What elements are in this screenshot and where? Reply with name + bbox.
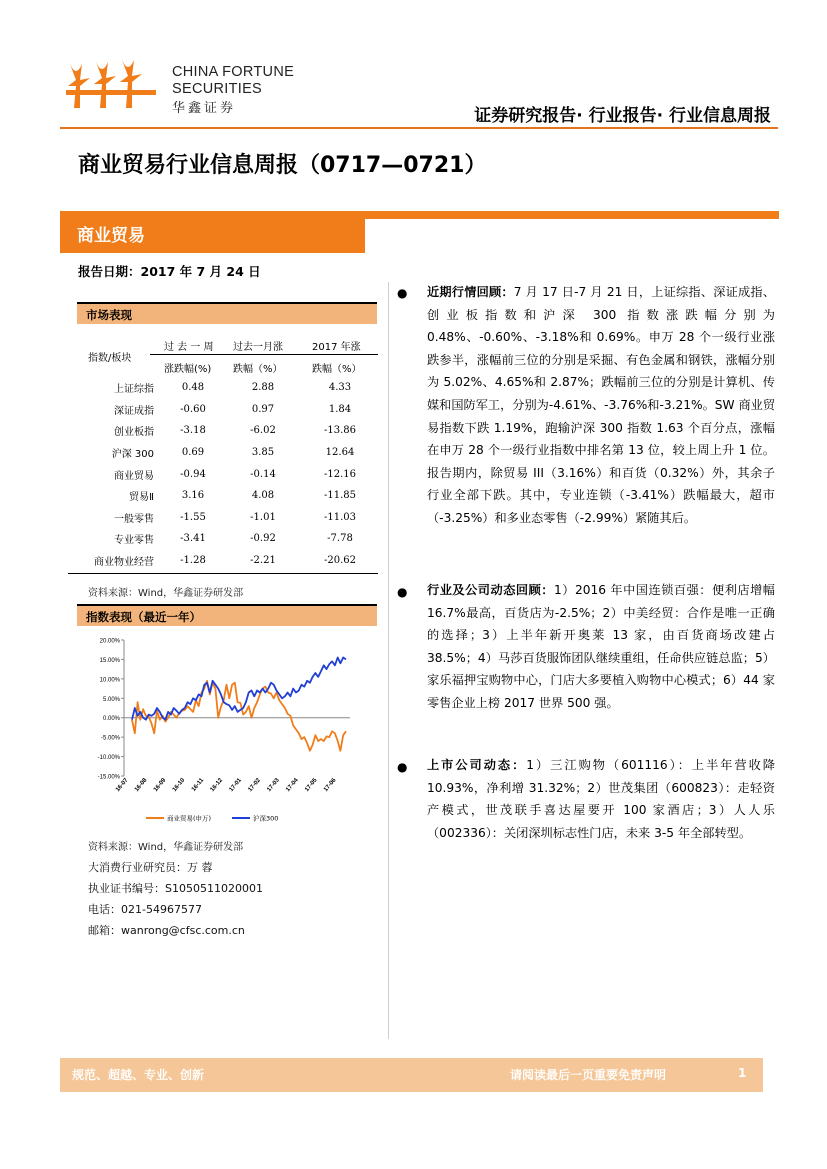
y-tick-label: 20.00% — [99, 638, 120, 645]
market-section-title: 市场表现 — [77, 302, 377, 324]
cell-m: -2.21 — [250, 555, 276, 567]
cell-m: -0.92 — [250, 533, 276, 545]
cell-y: -13.86 — [323, 425, 356, 437]
footer-slogan: 规范、超越、专业、创新 — [72, 1068, 205, 1082]
cell-name: 贸易Ⅱ — [129, 492, 154, 504]
cell-w: 0.48 — [181, 382, 205, 394]
series-line-hs300 — [132, 658, 346, 720]
cell-name: 深证成指 — [114, 405, 154, 417]
x-tick-label: 16-10 — [171, 777, 187, 794]
bullet-icon: ● — [397, 286, 408, 300]
cell-name: 商业贸易 — [114, 470, 154, 482]
table-row — [68, 420, 378, 442]
col1-header-a: 过 去 一 周 — [164, 342, 214, 353]
analyst-email: 邮箱：wanrong@cfsc.com.cn — [88, 924, 245, 937]
x-tick-label: 17-05 — [304, 777, 319, 794]
x-tick-label: 16-09 — [152, 777, 168, 794]
table-row — [68, 463, 378, 485]
y-tick-label: 15.00% — [99, 657, 120, 664]
cell-m: 0.97 — [251, 403, 275, 415]
analyst-cert: 执业证书编号：S1050511020001 — [88, 882, 263, 895]
x-tick-label: 16-11 — [190, 777, 206, 793]
market-source: 资料来源：Wind，华鑫证券研发部 — [88, 588, 244, 599]
p1-body: 7 月 17 日-7 月 21 日，上证综指、深证成指、创业板指数和沪深 300 指数涨跌幅分别为 0.48%、-0.60%、-3.18%和 0.69%。申万 28 个一级行业涨跌参半，涨幅前三位的分别是采掘、有色金属和钢铁，涨幅分别为 5.02%、4.65%和 2.87%；跌幅前三位的分别是计算机、传媒和国防军工，分别为-4.61%、-3.76%和-3.21%。SW 商业贸易指数下跌 1.19%，跑输沪深 300 指数 1.63 个百分点，涨幅在申万 28 个一级行业指数中排名第 13 位，较上周上升 1 位。报告期内，除贸易 III（3.16%）和百货（0.32%）外，其余子行业全部下跌。其中，专业连锁（-3.41%）跌幅最大，超市（-3.25%）和多业态零售（-2.99%）紧随其后。 — [427, 285, 776, 525]
brand-line-2: SECURITIES — [172, 81, 263, 97]
cell-name: 上证综指 — [114, 384, 154, 396]
col3-header-b: 跌幅（%） — [312, 364, 362, 375]
x-tick-label: 16-12 — [209, 777, 225, 794]
table-row — [68, 485, 378, 507]
cell-w: 0.69 — [181, 447, 205, 459]
company-logo-icon — [66, 56, 166, 116]
cell-y: -11.03 — [323, 511, 356, 523]
analyst-name: 大消费行业研究员：万 蓉 — [88, 861, 213, 874]
cell-name: 商业物业经营 — [94, 557, 154, 569]
col2-header-b: 跌幅（%） — [233, 364, 283, 375]
brand-name-en — [172, 64, 294, 98]
x-tick-label: 17-04 — [285, 777, 300, 794]
p3-body: 1）三江购物（601116）：上半年营收降 10.93%，净利增 31.32%；2）世茂集团（600823）：走轻资产模式，世茂联手喜达屋要开 100 家酒店；3）人人乐（002336）：关闭深圳标志性门店，未来 3-5 年全部转型。 — [427, 758, 775, 840]
header-rule — [60, 127, 778, 129]
x-tick-label: 16-08 — [133, 777, 149, 794]
cell-w: -3.41 — [180, 533, 206, 545]
y-tick-label: -5.00% — [100, 735, 120, 742]
cell-name: 专业零售 — [114, 535, 154, 547]
y-tick-label: -10.00% — [97, 755, 120, 762]
cell-m: 3.85 — [251, 447, 275, 459]
cell-name: 一般零售 — [114, 513, 154, 525]
index-chart — [84, 632, 360, 828]
brand-name-cn: 华鑫证券 — [172, 101, 237, 116]
col3-header-a: 2017 年涨 — [312, 342, 361, 353]
y-tick-label: 5.00% — [102, 696, 120, 703]
cell-y: 1.84 — [328, 403, 352, 415]
cell-w: 3.16 — [181, 490, 205, 502]
col2-header-a: 过去一月涨 — [233, 342, 283, 353]
table-row — [68, 442, 378, 464]
legend-label-trade: 商业贸易(申万) — [167, 814, 212, 823]
table-row — [68, 377, 378, 399]
table-bottom-rule — [68, 573, 378, 574]
legend-label-hs300: 沪深300 — [253, 814, 279, 823]
cell-name: 创业板指 — [114, 427, 154, 439]
x-tick-label: 17-01 — [228, 777, 243, 794]
p1-heading: 近期行情回顾： — [427, 285, 514, 299]
industry-band: 商业贸易 — [60, 219, 365, 253]
report-date: 报告日期：2017 年 7 月 24 日 — [78, 264, 261, 279]
industry-band-top — [60, 211, 779, 219]
cell-w: -1.55 — [180, 511, 206, 523]
cell-m: -6.02 — [250, 425, 276, 437]
table-row — [68, 550, 378, 572]
table-row — [68, 399, 378, 421]
paragraph-industry-news — [427, 579, 775, 715]
chart-source: 资料来源：Wind，华鑫证券研发部 — [88, 842, 244, 853]
cell-m: 4.08 — [251, 490, 275, 502]
cell-y: -7.78 — [327, 533, 353, 545]
x-tick-label: 17-03 — [266, 777, 281, 794]
x-tick-label: 17-02 — [247, 777, 262, 794]
cell-m: 2.88 — [251, 382, 275, 394]
col1-header-b: 涨跌幅(%) — [164, 364, 212, 375]
index-section-title: 指数表现（最近一年） — [77, 604, 377, 626]
p2-body: 1）2016 年中国连锁百强：便利店增幅 16.7%最高，百货店为-2.5%；2）中美经贸：合作是唯一正确的选择；3）上半年新开奥莱 13 家，由百货商场改建占 38.5%；4）马莎百货服饰团队继续重组，任命供应链总监；5）家乐福押宝购物中心，门店大多要植入购物中心模式；6）44 家零售企业上榜 2017 世界 500 强。 — [427, 583, 775, 710]
y-tick-label: 0.00% — [102, 716, 120, 723]
cell-w: -1.28 — [180, 555, 206, 567]
cell-w: -0.60 — [180, 403, 206, 415]
header-divider — [150, 354, 378, 355]
p3-heading: 上市公司动态： — [427, 758, 527, 772]
y-tick-label: 10.00% — [99, 677, 120, 684]
col-name-header: 指数/板块 — [88, 353, 132, 364]
cell-y: -12.16 — [323, 468, 356, 480]
cell-name: 沪深 300 — [111, 449, 154, 461]
x-tick-label: 16-07 — [115, 777, 130, 794]
table-row — [68, 507, 378, 529]
cell-y: 4.33 — [328, 382, 352, 394]
brand-line-1: CHINA FORTUNE — [172, 64, 295, 80]
x-tick-label: 17-06 — [323, 777, 338, 794]
report-type: 证券研究报告· 行业报告· 行业信息周报 — [474, 106, 771, 126]
cell-w: -0.94 — [180, 468, 206, 480]
cell-w: -3.18 — [180, 425, 206, 437]
paragraph-market-review — [427, 281, 775, 530]
bullet-icon: ● — [397, 760, 408, 774]
series-line-trade — [132, 681, 346, 751]
cell-y: -11.85 — [323, 490, 356, 502]
analyst-phone: 电话：021-54967577 — [88, 903, 202, 916]
y-tick-label: -15.00% — [97, 774, 120, 781]
market-table-header — [68, 336, 378, 374]
page-number: 1 — [738, 1066, 747, 1080]
paragraph-company-news — [427, 754, 775, 844]
page-title: 商业贸易行业信息周报（0717—0721） — [78, 153, 487, 178]
cell-y: -20.62 — [323, 555, 356, 567]
cell-m: -1.01 — [250, 511, 276, 523]
p2-heading: 行业及公司动态回顾： — [427, 583, 555, 597]
table-row — [68, 528, 378, 550]
footer-disclaimer-link[interactable]: 请阅读最后一页重要免责声明 — [510, 1068, 667, 1082]
market-table — [68, 377, 378, 571]
bullet-icon: ● — [397, 585, 408, 599]
cell-m: -0.14 — [250, 468, 276, 480]
cell-y: 12.64 — [325, 447, 355, 459]
